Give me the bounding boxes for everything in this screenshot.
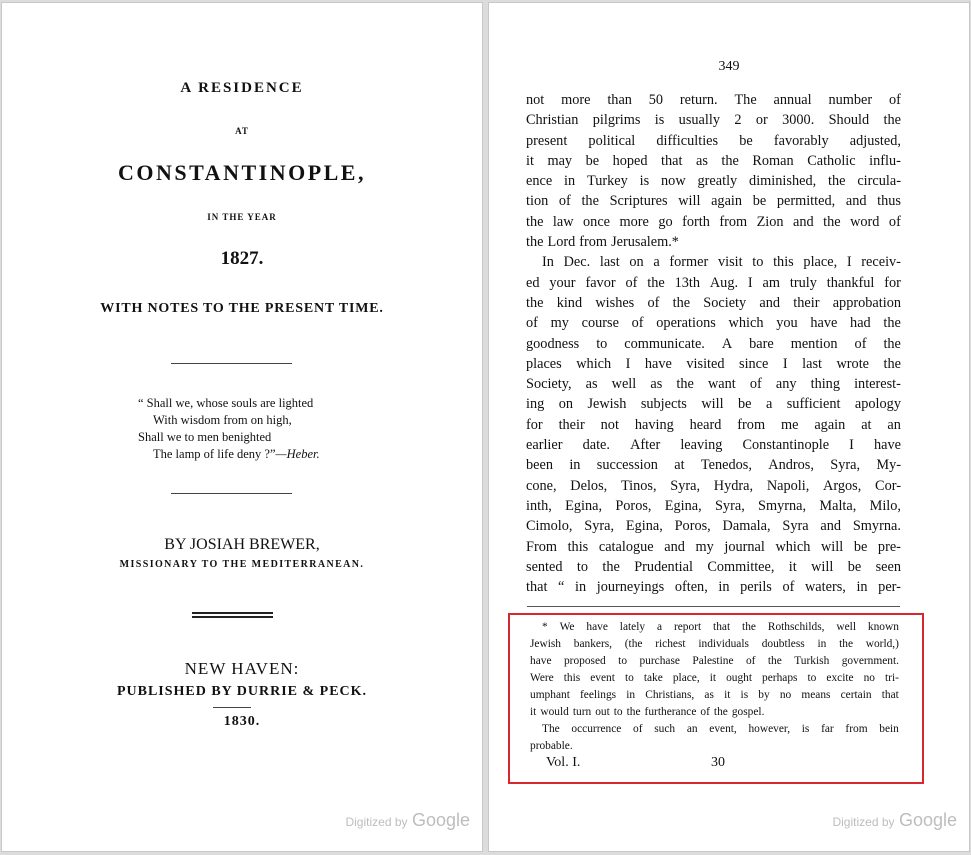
footnote-line: have proposed to purchase Palestine of the Turkish government. bbox=[530, 655, 899, 667]
epigraph-poem bbox=[138, 395, 320, 463]
body-line: it may be hoped that as the Roman Catholic influ- bbox=[526, 152, 901, 169]
body-line: sented to the Prudential Committee, it will be seen bbox=[526, 558, 901, 575]
title-in-the-year: IN THE YEAR bbox=[207, 212, 277, 222]
imprint-publisher: PUBLISHED BY DURRIE & PECK. bbox=[116, 684, 368, 699]
body-line: ence in Turkey is now greatly diminished, the circula- bbox=[526, 173, 901, 190]
author-name: BY JOSIAH BREWER, bbox=[164, 536, 320, 553]
body-line: ing on Jewish subjects will be a sufficient apology bbox=[526, 396, 901, 413]
poem-line: The lamp of life deny ?”—Heber. bbox=[153, 447, 320, 461]
body-line: Society, as well as the want of any thing interest- bbox=[526, 376, 901, 393]
body-text bbox=[526, 90, 901, 597]
poem-attribution: —Heber. bbox=[275, 447, 320, 461]
title-page bbox=[2, 3, 482, 851]
footnote-line: The occurrence of such an event, however, is far from bein bbox=[542, 723, 899, 735]
signature-mark: 30 bbox=[711, 755, 725, 770]
double-rule bbox=[192, 612, 273, 618]
footnote-line: Jewish bankers, (the richest individuals doubtless in the world,) bbox=[530, 638, 899, 650]
poem-line: Shall we to men benighted bbox=[138, 430, 272, 444]
body-line: the Lord from Jerusalem.* bbox=[526, 234, 679, 251]
title-at: AT bbox=[235, 126, 249, 136]
body-line: cone, Delos, Tinos, Syra, Hydra, Napoli, Argos, Cor- bbox=[526, 477, 901, 494]
title-notes: WITH NOTES TO THE PRESENT TIME. bbox=[100, 301, 384, 316]
body-line: that “ in journeyings often, in perils of waters, in per- bbox=[526, 579, 901, 596]
poem-line: “ Shall we, whose souls are lighted bbox=[138, 396, 314, 410]
body-line: inth, Egina, Poros, Egina, Syra, Smyrna, Malta, Milo, bbox=[526, 497, 901, 514]
body-line: Cimolo, Syra, Egina, Poros, Damala, Syra and Smyrna. bbox=[526, 518, 901, 535]
divider-rule bbox=[171, 493, 292, 494]
body-line: Christian pilgrims is usually 2 or 3000. Should the bbox=[526, 112, 901, 129]
footnote-line: * We have lately a report that the Rothschilds, well known bbox=[542, 621, 899, 633]
poem-line: With wisdom from on high, bbox=[153, 413, 292, 427]
body-line: From this catalogue and my journal which will be pre- bbox=[526, 538, 901, 555]
body-line: the kind wishes of the Society and their approbation bbox=[526, 294, 901, 311]
footnote-line: it would turn out to the furtherance of the gospel. bbox=[530, 706, 765, 718]
body-line: not more than 50 return. The annual number of bbox=[526, 92, 901, 108]
title-line-constantinople: CONSTANTINOPLE, bbox=[118, 160, 366, 185]
author-title: MISSIONARY TO THE MEDITERRANEAN. bbox=[119, 559, 365, 570]
body-line: for their not having heard from me again at an bbox=[526, 416, 901, 433]
divider-rule bbox=[171, 363, 292, 364]
body-line: In Dec. last on a former visit to this place, I receiv- bbox=[542, 254, 901, 271]
body-line: been in succession at Tenedos, Andros, Syra, My- bbox=[526, 457, 901, 474]
footnote-line: umphant feelings in Christians, as it is by no means certain that bbox=[530, 689, 899, 701]
body-line: places which I have visited since I last wrote the bbox=[526, 355, 901, 372]
body-line: earlier date. After leaving Constantinople I have bbox=[526, 437, 901, 454]
digitized-watermark: Digitized by Google bbox=[832, 810, 957, 830]
body-line: ed your favor of the 13th Aug. I am truly thankful for bbox=[526, 274, 901, 291]
footnote-line: probable. bbox=[530, 740, 573, 752]
page-number: 349 bbox=[718, 59, 740, 74]
footnote-line: Were this event to take place, it ought perhaps to excite no tri- bbox=[530, 672, 899, 684]
body-line: tion of the Scriptures will again be permitted, and thus bbox=[526, 193, 901, 210]
digitized-watermark: Digitized by Google bbox=[345, 810, 470, 830]
volume-label: Vol. I. bbox=[546, 755, 581, 770]
body-line: of my course of operations which you have had the bbox=[526, 315, 901, 332]
imprint-place: NEW HAVEN: bbox=[184, 659, 300, 678]
footnote-rule bbox=[527, 606, 900, 607]
text-page bbox=[489, 3, 969, 851]
body-line: present political difficulties be favorably adjusted, bbox=[526, 132, 901, 149]
footnote bbox=[530, 619, 899, 755]
title-year: 1827. bbox=[220, 248, 264, 269]
body-line: the law once more go forth from Zion and the word of bbox=[526, 213, 901, 230]
body-line: goodness to communicate. A bare mention of the bbox=[526, 335, 901, 352]
imprint-date: 1830. bbox=[223, 714, 261, 729]
short-rule bbox=[213, 707, 251, 708]
title-line-residence: A RESIDENCE bbox=[180, 80, 304, 96]
